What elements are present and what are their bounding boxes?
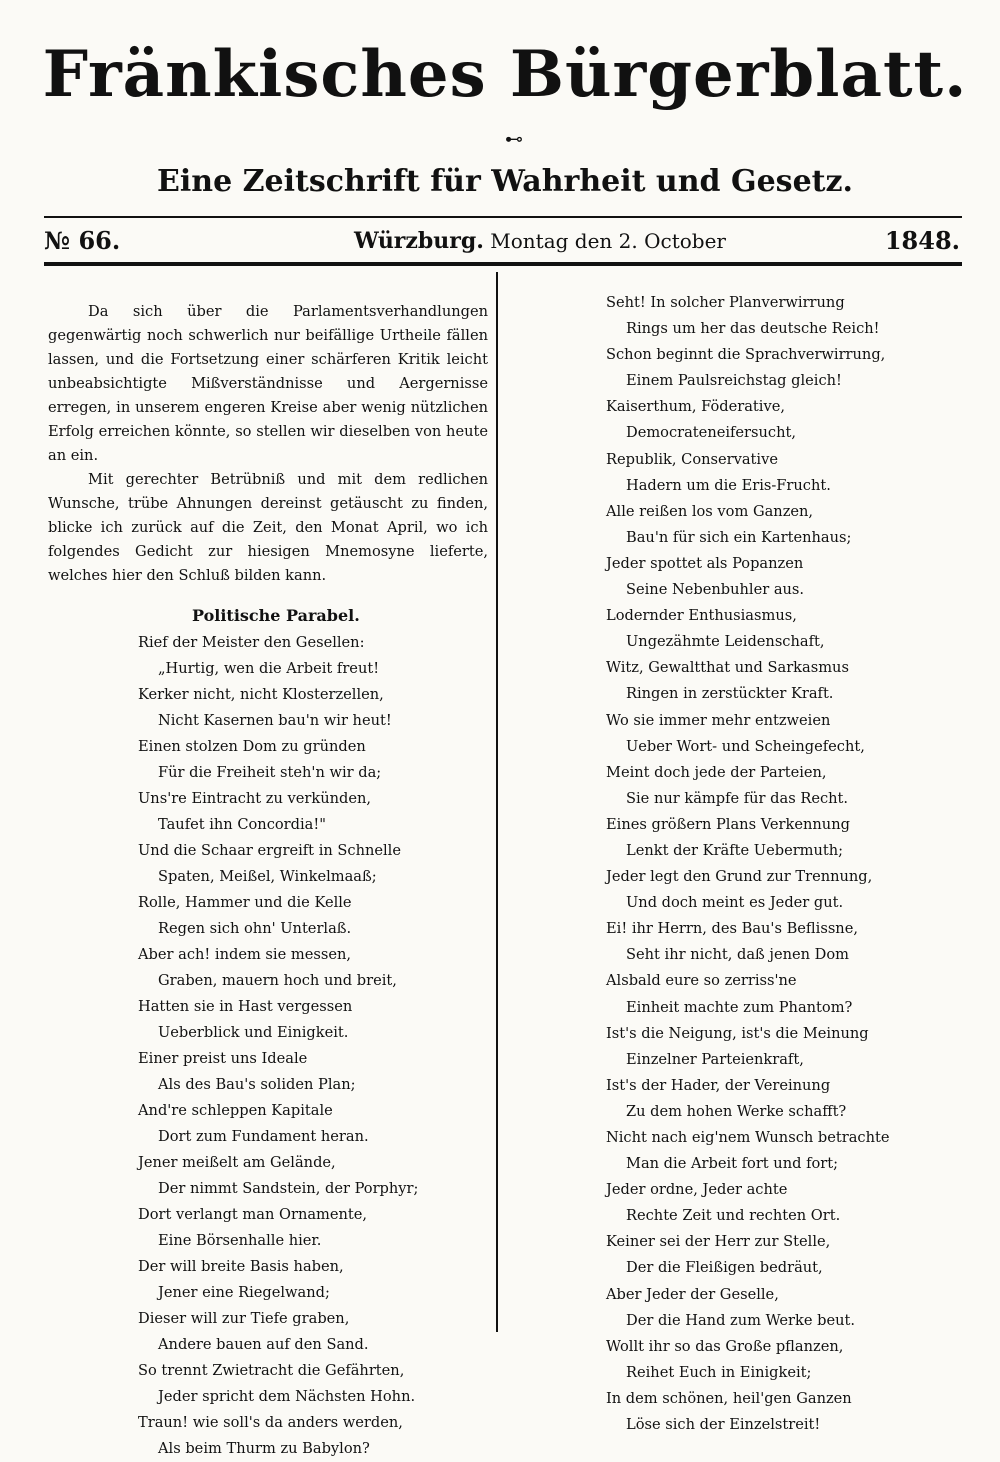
poem-title: Politische Parabel. <box>192 606 360 625</box>
poem-line: Jeder spricht dem Nächsten Hohn. <box>158 1388 416 1405</box>
poem-line: Regen sich ohn' Unterlaß. <box>158 920 352 937</box>
poem-line: Jeder legt den Grund zur Trennung, <box>606 868 873 886</box>
poem-line: Wo sie immer mehr entzweien <box>606 711 831 729</box>
masthead-title: Fränkisches Bürgerblatt. <box>42 37 968 112</box>
poem-line: So trennt Zwietracht die Gefährten, <box>138 1362 405 1379</box>
header-rule-bottom <box>44 262 962 266</box>
poem-line: Traun! wie soll's da anders werden, <box>138 1414 403 1431</box>
poem-line: Democrateneifersucht, <box>626 424 796 442</box>
poem-line: Taufet ihn Concordia!" <box>158 816 326 833</box>
poem-line: Der die Hand zum Werke beut. <box>626 1311 856 1329</box>
dateline-city: Würzburg. <box>354 228 484 254</box>
poem-line: Der will breite Basis haben, <box>138 1258 344 1275</box>
masthead-subtitle: Eine Zeitschrift für Wahrheit und Gesetz. <box>157 164 853 199</box>
poem-line: Für die Freiheit steh'n wir da; <box>158 764 382 781</box>
poem-line: Wollt ihr so das Große pflanzen, <box>606 1337 844 1355</box>
poem-line: Rolle, Hammer und die Kelle <box>138 894 352 911</box>
poem-line: Ueberblick und Einigkeit. <box>158 1024 349 1041</box>
poem-line: Dort zum Fundament heran. <box>158 1128 369 1145</box>
poem-line: Dort verlangt man Ornamente, <box>138 1206 368 1223</box>
poem-line: Aber Jeder der Geselle, <box>606 1285 779 1303</box>
poem-line: Meint doch jede der Parteien, <box>606 763 827 781</box>
poem-line: Witz, Gewaltthat und Sarkasmus <box>606 659 849 677</box>
poem-line: Schon beginnt die Sprachverwirrung, <box>606 346 886 364</box>
poem-line: Ei! ihr Herrn, des Bau's Beflissne, <box>606 920 858 938</box>
poem-line: Und die Schaar ergreift in Schnelle <box>138 842 401 859</box>
poem-line: Seine Nebenbuhler aus. <box>626 581 805 599</box>
poem-line: Eine Börsenhalle hier. <box>158 1232 322 1249</box>
poem-line: Als beim Thurm zu Babylon? <box>158 1440 370 1457</box>
poem-line: Alsbald eure so zerriss'ne <box>606 972 797 990</box>
poem-line: Spaten, Meißel, Winkelmaaß; <box>158 868 377 885</box>
poem-line: Aber ach! indem sie messen, <box>138 946 351 963</box>
poem-line: Hadern um die Eris-Frucht. <box>626 476 831 494</box>
poem-line: Republik, Conservative <box>606 450 778 468</box>
poem-line: Sie nur kämpfe für das Recht. <box>626 789 849 807</box>
right-column <box>520 290 960 1438</box>
poem-line: Uns're Eintracht zu verkünden, <box>138 790 372 807</box>
poem-line: Alle reißen los vom Ganzen, <box>606 502 814 520</box>
poem-line: Jeder spottet als Popanzen <box>606 554 804 572</box>
poem-line: Ungezähmte Leidenschaft, <box>626 633 825 651</box>
poem-line: Rief der Meister den Gesellen: <box>138 634 365 651</box>
dateline <box>44 222 962 262</box>
poem-line: In dem schönen, heil'gen Ganzen <box>606 1389 852 1407</box>
poem-line: Löse sich der Einzelstreit! <box>626 1416 821 1434</box>
dateline-center <box>354 228 726 254</box>
poem-line: Lenkt der Kräfte Uebermuth; <box>626 841 844 859</box>
ornament-icon: ⊷ <box>505 129 523 150</box>
dateline-date: Montag den 2. October <box>490 229 726 253</box>
poem-line: Einer preist uns Ideale <box>138 1050 308 1067</box>
issue-year: 1848. <box>884 226 960 255</box>
poem-line: Bau'n für sich ein Kartenhaus; <box>626 528 852 546</box>
poem-line: Einen stolzen Dom zu gründen <box>138 738 366 755</box>
poem-line: Der nimmt Sandstein, der Porphyr; <box>158 1180 419 1197</box>
poem-line: Kerker nicht, nicht Klosterzellen, <box>138 686 384 703</box>
issue-number: № 66. <box>44 226 121 255</box>
poem-line: „Hurtig, wen die Arbeit freut! <box>158 660 380 677</box>
poem-line: Jeder ordne, Jeder achte <box>606 1181 788 1199</box>
poem-line: Ueber Wort- und Scheingefecht, <box>626 737 865 755</box>
poem-line: Einzelner Parteienkraft, <box>626 1050 804 1068</box>
poem-line: Ist's der Hader, der Vereinung <box>606 1076 831 1094</box>
paragraph: Mit gerechter Betrübniß und mit dem redlichen Wunsche, trübe Ahnungen dereinst getäuscht zu finden, blicke ich zurück auf die Zeit, den Monat April, wo ich folgendes Gedicht zur hiesigen Mnemosyne lieferte, welches hier den Schluß bilden kann. <box>48 471 488 584</box>
header-rule-top <box>44 216 962 218</box>
left-column <box>48 300 488 1462</box>
poem-line: Einheit machte zum Phantom? <box>626 998 853 1016</box>
poem-line: Jener eine Riegelwand; <box>158 1284 330 1301</box>
poem-line: Lodernder Enthusiasmus, <box>606 607 797 625</box>
column-divider <box>496 272 498 1332</box>
poem-line: Der die Fleißigen bedräut, <box>626 1259 823 1277</box>
poem-line: Seht ihr nicht, daß jenen Dom <box>626 946 849 964</box>
poem-line: Keiner sei der Herr zur Stelle, <box>606 1233 831 1251</box>
poem-line: Andere bauen auf den Sand. <box>158 1336 369 1353</box>
poem-line: Dieser will zur Tiefe graben, <box>138 1310 350 1327</box>
poem-line: Man die Arbeit fort und fort; <box>626 1155 839 1173</box>
poem-line: Nicht nach eig'nem Wunsch betrachte <box>606 1129 890 1146</box>
poem-line: Seht! In solcher Planverwirrung <box>606 294 845 311</box>
poem-line: Ringen in zerstückter Kraft. <box>626 685 834 703</box>
poem-line: Einem Paulsreichstag gleich! <box>626 372 842 390</box>
show-through-right <box>962 90 1000 1330</box>
poem-line: Eines größern Plans Verkennung <box>606 815 850 833</box>
poem-line: Als des Bau's soliden Plan; <box>158 1076 356 1093</box>
poem-line: Rechte Zeit und rechten Ort. <box>626 1207 841 1225</box>
poem-line: Nicht Kasernen bau'n wir heut! <box>158 712 392 729</box>
poem-line: Kaiserthum, Föderative, <box>606 398 785 416</box>
poem-line: Jener meißelt am Geländе, <box>138 1154 336 1171</box>
poem-line: Graben, mauern hoch und breit, <box>158 972 397 989</box>
poem-line: Reihet Euch in Einigkeit; <box>626 1363 812 1381</box>
paragraph: Da sich über die Parlamentsverhandlungen gegenwärtig noch schwerlich nur beifällige Urtheile fällen lassen, und die Fortsetzung einer schärferen Kritik leicht unbeabsichtigte Mißverständnisse und Aergernisse erregen, in unserem engeren Kreise aber wenig nützlichen Erfolg erreichen könnte, so stellen wir dieselben von heute an ein. <box>48 303 488 464</box>
poem-line: Rings um her das deutsche Reich! <box>626 320 880 338</box>
show-through-left <box>0 90 40 1330</box>
poem-line: Zu dem hohen Werke schafft? <box>626 1102 847 1120</box>
poem-right <box>520 290 960 1438</box>
poem-left <box>48 630 488 1462</box>
poem-line: Und doch meint es Jeder gut. <box>626 894 844 912</box>
poem-line: And're schleppen Kapitale <box>138 1102 333 1119</box>
poem-line: Hatten sie in Hast vergessen <box>138 998 353 1015</box>
editorial-note <box>48 300 488 588</box>
poem-line: Ist's die Neigung, ist's die Meinung <box>606 1024 869 1042</box>
